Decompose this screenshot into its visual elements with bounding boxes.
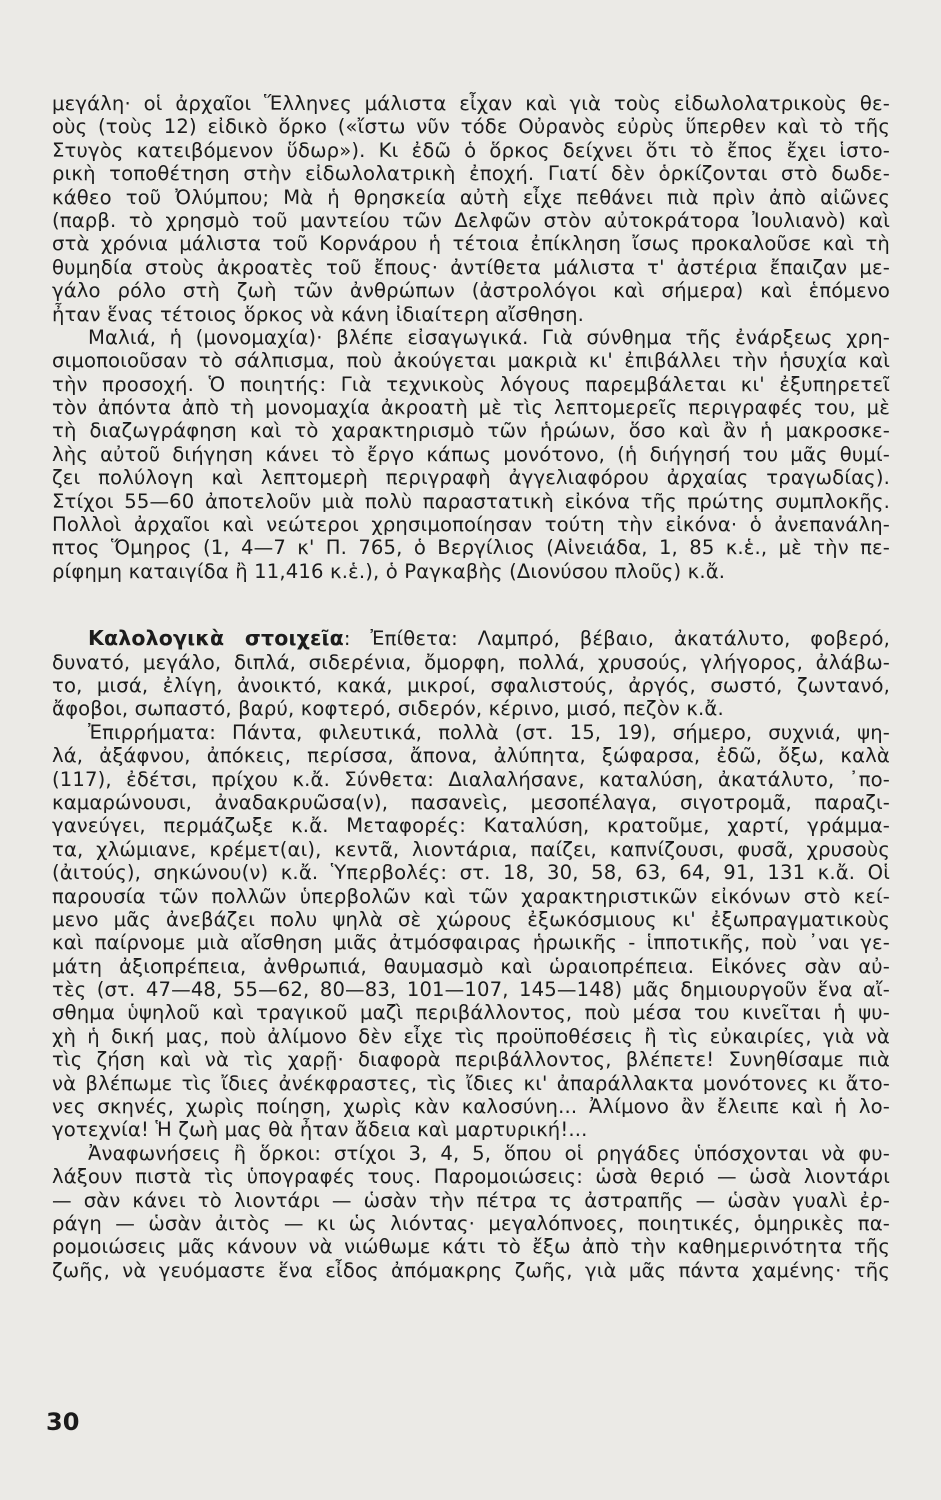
text-line: λά, ἀξάφνου, ἀπόκεις, περίσσα, ἄπονα, ἀλύπητα, ξώφαρσα, ἐδῶ, ὄξω, καλὰ bbox=[52, 744, 890, 768]
text-line: καμαρώνουσι, ἀναδακρυῶσα(ν), πασανεὶς, μεσοπέλαγα, σιγοτρομᾶ, παραζι- bbox=[52, 790, 890, 814]
text-line: Στυγὸς κατειβόμενον ὕδωρ»). Κι ἐδῶ ὁ ὅρκος δείχνει ὅτι τὸ ἔπος ἔχει ἱστο- bbox=[52, 138, 890, 162]
text-line: μάτη ἀξιοπρέπεια, ἀνθρωπιά, θαυμασμὸ καὶ ὡραιοπρέπεια. Εἰκόνες σὰν αὐ- bbox=[52, 954, 890, 978]
text-line: ρομοιώσεις μᾶς κάνουν νὰ νιώθωμε κάτι τὸ ἔξω ἀπὸ τὴν καθημερινότητα τῆς bbox=[52, 1235, 890, 1259]
text-line: τα, χλώμιανε, κρέμετ(αι), κεντᾶ, λιοντάρια, παίζει, καπνίζουσι, φυσᾶ, χρυσοὺς bbox=[52, 837, 890, 861]
text-line: οὺς (τοὺς 12) εἰδικὸ ὅρκο («ἴστω νῦν τόδε Οὐρανὸς εὐρὺς ὕπερθεν καὶ τὸ τῆς bbox=[52, 115, 890, 139]
text-line: τὴ διαζωγράφηση καὶ τὸ χαρακτηρισμὸ τῶν ἡρώων, ὅσο καὶ ἂν ἡ μακροσκε- bbox=[52, 419, 890, 443]
text-line: τὴν προσοχή. Ὁ ποιητής: Γιὰ τεχνικοὺς λόγους παρεμβάλεται κι' ἐξυπηρετεῖ bbox=[52, 372, 890, 396]
text-line: πτος Ὅμηρος (1, 4—7 κ' Π. 765, ὁ Βεργίλιος (Αἰνειάδα, 1, 85 κ.ἑ., μὲ τὴν πε- bbox=[52, 536, 890, 560]
text-line: ζει πολύλογη καὶ λεπτομερὴ περιγραφὴ ἀγγελιαφόρου ἀρχαίας τραγωδίας). bbox=[52, 466, 890, 490]
text-line: τὶς ζήση καὶ νὰ τὶς χαρῇ· διαφορὰ περιβάλλοντος, βλέπετε! Συνηθίσαμε πιὰ bbox=[52, 1048, 890, 1072]
paragraph-rhetoric bbox=[52, 627, 890, 721]
text-line: τὲς (στ. 47—48, 55—62, 80—83, 101—107, 145—148) μᾶς δημιουργοῦν ἕνα αἴ- bbox=[52, 978, 890, 1002]
text-line: λάξουν πιστὰ τὶς ὑπογραφές τους. Παρομοιώσεις: ὡσὰ θεριό — ὡσὰ λιοντάρι bbox=[52, 1165, 890, 1189]
text-line: ζωῆς, νὰ γευόμαστε ἕνα εἶδος ἀπόμακρης ζωῆς, γιὰ μᾶς πάντα χαμένης· τῆς bbox=[52, 1258, 890, 1282]
text-line: (παρβ. τὸ χρησμὸ τοῦ μαντείου τῶν Δελφῶν στὸν αὐτοκράτορα Ἰουλιανὸ) καὶ bbox=[52, 208, 890, 232]
text-line: τὸν ἀπόντα ἀπὸ τὴ μονομαχία ἀκροατὴ μὲ τὶς λεπτομερεῖς περιγραφές του, μὲ bbox=[52, 396, 890, 420]
text-line: Ἐπιρρήματα: Πάντα, φιλευτικά, πολλὰ (στ. 15, 19), σήμερο, συχνιά, ψη- bbox=[88, 720, 890, 744]
text-column bbox=[52, 92, 890, 1282]
text-line: σθημα ὑψηλοῦ καὶ τραγικοῦ μαζὶ περιβάλλοντος, ποὺ μέσα του κινεῖται ἡ ψυ- bbox=[52, 1001, 890, 1025]
text-line: Πολλοὶ ἀρχαῖοι καὶ νεώτεροι χρησιμοποίησαν τούτη τὴν εἰκόνα· ὁ ἀνεπανάλη- bbox=[52, 513, 890, 537]
section-heading: Καλολογικὰ στοιχεῖα bbox=[88, 626, 344, 651]
text-line: το, μισά, ἐλίγη, ἀνοικτό, κακά, μικροί, σφαλιστούς, ἀργός, σωστό, ζωντανό, bbox=[52, 673, 890, 697]
text-line: χὴ ἡ δική μας, ποὺ ἀλίμονο δὲν εἶχε τὶς προϋποθέσεις ἢ τὶς εὐκαιρίες, γιὰ νὰ bbox=[52, 1024, 890, 1048]
text-line: γοτεχνία! Ἡ ζωὴ μας θὰ ἦταν ἄδεια καὶ μαρτυρική!... bbox=[52, 1118, 588, 1142]
text-line: νες σκηνές, χωρὶς ποίηση, χωρὶς κὰν καλοσύνη... Ἀλίμονο ἂν ἔλειπε καὶ ἡ λο- bbox=[52, 1095, 890, 1119]
text-line: Ἀναφωνήσεις ἢ ὅρκοι: στίχοι 3, 4, 5, ὅπου οἱ ρηγάδες ὑπόσχονται νὰ φυ- bbox=[88, 1141, 890, 1165]
text-line: γάλο ρόλο στὴ ζωὴ τῶν ἀνθρώπων (ἀστρολόγοι καὶ σήμερα) καὶ ἑπόμενο bbox=[52, 279, 890, 303]
text-line: στὰ χρόνια μάλιστα τοῦ Κορνάρου ἡ τέτοια ἐπίκληση ἴσως προκαλοῦσε καὶ τὴ bbox=[52, 232, 890, 256]
text-line: καὶ παίρνομε μιὰ αἴσθηση μιᾶς ἀτμόσφαιρας ἡρωικῆς - ἱπποτικῆς, ποὺ ᾿ναι γε- bbox=[52, 931, 890, 955]
paragraph-adverbs bbox=[52, 721, 890, 1142]
paragraph-oath bbox=[52, 92, 890, 326]
text-line: ἦταν ἕνας τέτοιος ὅρκος νὰ κάνη ἰδιαίτερη αἴσθηση. bbox=[52, 302, 585, 326]
text-line: (ἀιτούς), σηκώνου(ν) κ.ἄ. Ὑπερβολές: στ. 18, 30, 58, 63, 64, 91, 131 κ.ἄ. Οἱ bbox=[52, 861, 890, 885]
text-line: ἄφοβοι, σωπαστό, βαρύ, κοφτερό, σιδερόν, κέρινο, μισό, πεζὸν κ.ἄ. bbox=[52, 697, 724, 721]
text-line: θυμηδία στοὺς ἀκροατὲς τοῦ ἔπους· ἀντίθετα μάλιστα τ' ἀστέρια ἔπαιζαν με- bbox=[52, 255, 890, 279]
paragraph-exclamations bbox=[52, 1142, 890, 1282]
section-spacer bbox=[52, 583, 890, 627]
text-line: παρουσία τῶν πολλῶν ὑπερβολῶν καὶ τῶν χαρακτηριστικῶν εἰκόνων στὸ κεί- bbox=[52, 884, 890, 908]
text-line: — σὰν κάνει τὸ λιοντάρι — ὡσὰν τὴν πέτρα τς ἀστραπῆς — ὡσὰν γυαλὶ ἐρ- bbox=[52, 1188, 890, 1212]
text-fragment: : Ἐπίθετα: Λαμπρό, βέβαιο, ἀκατάλυτο, φοβερό, bbox=[343, 627, 890, 651]
text-line: νὰ βλέπωμε τὶς ἴδιες ἀνέκφραστες, τὶς ἴδιες κι' ἀπαράλλακτα μονότονες κι ἄτο- bbox=[52, 1071, 890, 1095]
text-line: Στίχοι 55—60 ἀποτελοῦν μιὰ πολὺ παραστατικὴ εἰκόνα τῆς πρώτης συμπλοκῆς. bbox=[52, 489, 890, 513]
text-line: ρίφημη καταιγίδα ἢ 11,416 κ.ἑ.), ὁ Ραγκαβὴς (Διονύσου πλοῦς) κ.ἄ. bbox=[52, 559, 726, 583]
text-line: δυνατό, μεγάλο, διπλά, σιδερένια, ὄμορφη, πολλά, χρυσούς, γλήγορος, ἀλάβω- bbox=[52, 650, 890, 674]
text-line: (117), ἐδέτσι, πρίχου κ.ἄ. Σύνθετα: Διαλαλήσανε, καταλύση, ἀκατάλυτο, ᾿πο- bbox=[52, 767, 890, 791]
text-line: Μαλιά, ἡ (μονομαχία)· βλέπε εἰσαγωγικά. Γιὰ σύνθημα τῆς ἐνάρξεως χρη- bbox=[88, 325, 890, 349]
text-line: ράγη — ὡσὰν ἀιτὸς — κι ὡς λιόντας· μεγαλόπνοες, ποιητικές, ὁμηρικὲς πα- bbox=[52, 1211, 890, 1235]
text-line: ρικὴ τοποθέτηση στὴν εἰδωλολατρικὴ ἐποχή. Γιατί δὲν ὁρκίζονται στὸ δωδε- bbox=[52, 162, 890, 186]
text-line: μεγάλη· οἱ ἀρχαῖοι Ἕλληνες μάλιστα εἶχαν καὶ γιὰ τοὺς εἰδωλολατρικοὺς θε- bbox=[52, 92, 890, 115]
paragraph-duel bbox=[52, 326, 890, 583]
page-number: 30 bbox=[46, 1408, 80, 1436]
text-line: μενο μᾶς ἀνεβάζει πολυ ψηλὰ σὲ χώρους ἐξωκόσμιους κι' ἐξωπραγματικοὺς bbox=[52, 907, 890, 931]
text-line: λὴς αὐτοῦ διήγηση κάνει τὸ ἔργο κάπως μονότονο, (ἡ διήγησή του μᾶς θυμί- bbox=[52, 442, 890, 466]
text-line: σιμοποιοῦσαν τὸ σάλπισμα, ποὺ ἀκούγεται μακριὰ κι' ἐπιβάλλει τὴν ἡσυχία καὶ bbox=[52, 349, 890, 373]
text-line: κάθεο τοῦ Ὀλύμπου; Μὰ ἡ θρησκεία αὐτὴ εἶχε πεθάνει πιὰ πρὶν ἀπὸ αἰῶνες bbox=[52, 185, 890, 209]
text-line: γανεύγει, περμάζωξε κ.ἄ. Μεταφορές: Καταλύση, κρατοῦμε, χαρτί, γράμμα- bbox=[52, 814, 890, 838]
text-line bbox=[52, 627, 890, 650]
